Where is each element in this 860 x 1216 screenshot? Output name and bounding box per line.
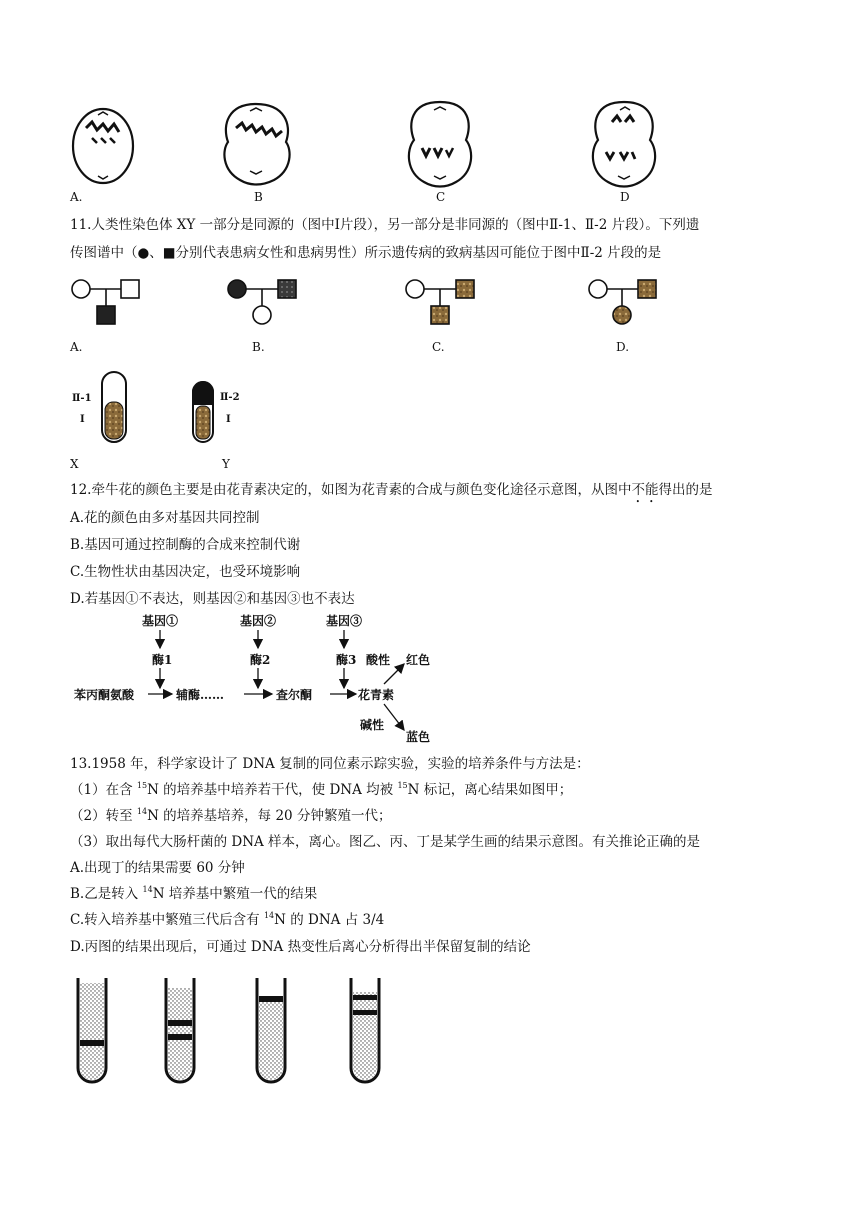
x-seg-lower-label: Ⅰ: [80, 414, 85, 425]
enzyme3-label: 酶3: [336, 653, 357, 667]
q13-option-b: B.乙是转入 $^{14}$N 培养基中繁殖一代的结果: [70, 885, 318, 902]
y-seg-upper-label: Ⅱ-2: [220, 392, 240, 403]
acid-label: 酸性: [366, 653, 391, 667]
q12-stem-emphasis: 不能: [631, 482, 659, 498]
tube-4: [351, 978, 379, 1082]
q13-option-a: A.出现丁的结果需要 60 分钟: [70, 860, 245, 876]
q11-stem-line2: 传图谱中（●、■分别代表患病女性和患病男性）所示遗传病的致病基因可能位于图中Ⅱ-2 片段的是: [70, 245, 662, 261]
q11-label-a: A.: [70, 340, 83, 354]
q12-stem: 12.牵牛花的颜色主要是由花青素决定的，如图为花青素的合成与颜色变化途径示意图，从图中不能得出的是: [70, 482, 713, 498]
x-seg-upper-label: Ⅱ-1: [72, 393, 92, 404]
tube-2: [166, 978, 194, 1082]
base-label: 碱性: [360, 718, 385, 732]
y-seg-lower-label: Ⅰ: [226, 414, 231, 425]
tube-3: [257, 978, 285, 1082]
product-label: 花青素: [358, 688, 395, 702]
intermediate2-label: 查尔酮: [276, 688, 313, 702]
enzyme1-label: 酶1: [152, 653, 173, 667]
q13-step2: （2）转至 $^{14}$N 的培养基培养，每 20 分钟繁殖一代；: [70, 807, 392, 824]
y-label: Y: [222, 457, 230, 471]
q13-option-c: C.转入培养基中繁殖三代后含有 $^{14}$N 的 DNA 占 3/4: [70, 911, 385, 928]
q10-label-b: B: [254, 190, 263, 204]
q10-label-d: D: [620, 190, 630, 204]
blue-label: 蓝色: [406, 730, 431, 744]
enzyme2-label: 酶2: [250, 653, 271, 667]
q11-label-c: C.: [432, 340, 445, 354]
gene3-label: 基因③: [326, 614, 363, 628]
gene2-label: 基因②: [240, 614, 277, 628]
q10-label-a: A.: [70, 190, 83, 204]
q11-label-d: D.: [616, 340, 630, 354]
q11-stem-line1: 11.人类性染色体 XY 一部分是同源的（图中Ⅰ片段），另一部分是非同源的（图中Ⅱ-1、Ⅱ-2 片段）。下列遗: [70, 217, 700, 233]
red-label: 红色: [406, 653, 431, 667]
q12-option-d: D.若基因①不表达，则基因②和基因③也不表达: [70, 591, 355, 607]
intermediate1-label: 辅酶……: [176, 688, 225, 702]
q13-option-d: D.丙图的结果出现后，可通过 DNA 热变性后离心分析得出半保留复制的结论: [70, 939, 531, 955]
gene1-label: 基因①: [142, 614, 179, 628]
q13-stem: 13.1958 年，科学家设计了 DNA 复制的同位素示踪实验，实验的培养条件与方法是：: [70, 756, 590, 772]
q10-label-c: C: [436, 190, 446, 204]
x-label: X: [70, 457, 79, 471]
q11-label-b: B.: [252, 340, 265, 354]
q12-option-b: B.基因可通过控制酶的合成来控制代谢: [70, 537, 301, 553]
q13-step3: （3）取出每代大肠杆菌的 DNA 样本，离心。图乙、丙、丁是某学生画的结果示意图。有关推论正确的是: [70, 834, 701, 850]
tube-1: [78, 978, 106, 1082]
q12-option-c: C.生物性状由基因决定，也受环境影响: [70, 564, 301, 580]
q13-step1: （1）在含 $^{15}$N 的培养基中培养若干代，使 DNA 均被 $^{15}$N 标记，离心结果如图甲；: [70, 781, 573, 798]
substrate-label: 苯丙酮氨酸: [74, 688, 135, 702]
q12-option-a: A.花的颜色由多对基因共同控制: [70, 510, 260, 526]
